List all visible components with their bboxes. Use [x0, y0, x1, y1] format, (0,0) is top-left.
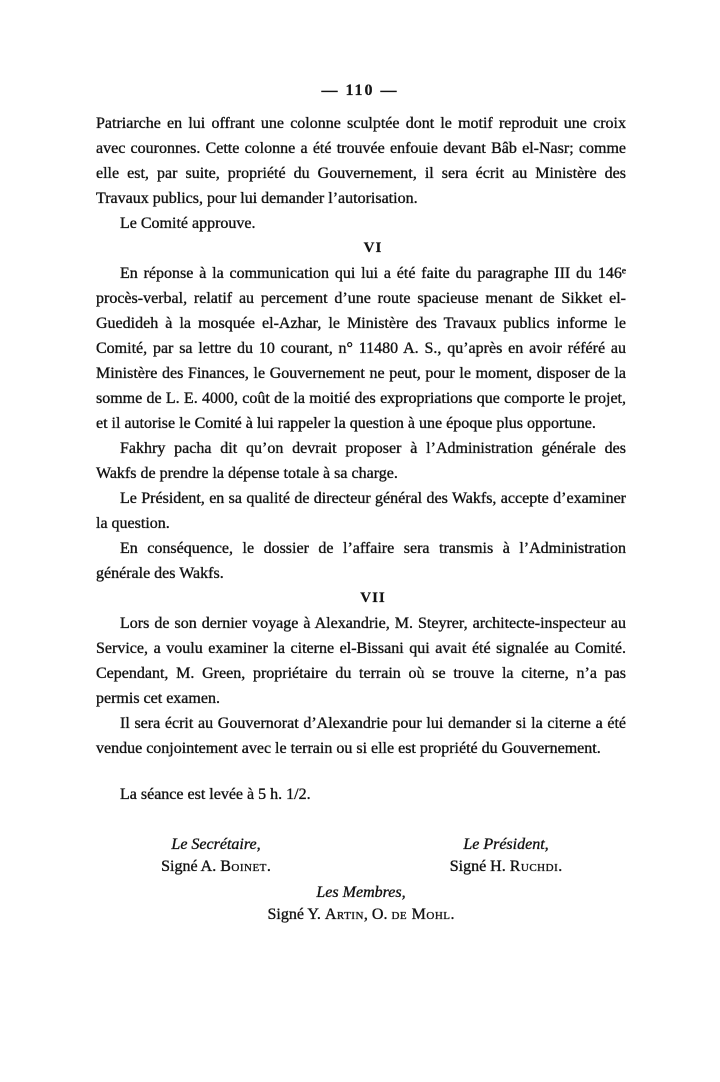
signature-president-prefix: Signé H.: [449, 858, 510, 875]
paragraph-vii-1: Lors de son dernier voyage à Alexandrie, M. Steyrer, architecte-inspecteur au Service, a voulu examiner la citerne el-Bissani qui avait été signalée au Comité. Cependant, M. Green, propriétaire du terrain où se trouve la citerne, n’a pas permis cet examen.: [96, 615, 626, 707]
paragraph-approval: Le Comité approuve.: [120, 215, 256, 232]
signature-secretary-role: Le Secrétaire,: [171, 836, 261, 853]
paragraph-vi-4: En conséquence, le dossier de l’affaire sera transmis à l’Administration générale des Wakfs.: [96, 540, 626, 582]
signature-members-surname-2: de Mohl: [391, 906, 451, 923]
signature-members: [96, 882, 626, 926]
signature-members-prefix: Signé Y.: [267, 906, 325, 923]
section-heading-vii: VII: [360, 590, 386, 606]
signature-secretary-surname: Boinet: [220, 858, 267, 875]
signature-secretary-name: [96, 856, 336, 878]
signature-president-suffix: .: [558, 858, 563, 875]
page-number: — 110 —: [321, 82, 399, 99]
section-heading-vi: VI: [363, 240, 383, 256]
paragraph-vi-3: Le Président, en sa qualité de directeur général des Wakfs, accepte d’examiner la question.: [96, 490, 626, 532]
signature-members-names: [96, 904, 626, 926]
signature-president-surname: Ruchdi: [509, 858, 559, 875]
signature-block: [96, 834, 626, 926]
signature-row: [96, 834, 626, 878]
signature-members-surname-1: Artin: [324, 906, 364, 923]
signature-president-name: [386, 856, 626, 878]
paragraph-continuation: Patriarche en lui offrant une colonne sculptée dont le motif reproduit une croix avec couronnes. Cette colonne a été trouvée enfouie devant Bâb el-Nasr; comme elle est, par suite, propriété du Gouvernement, il sera écrit au Ministère des Travaux publics, pour lui demander l’autorisation.: [96, 115, 626, 207]
signature-members-mid: , O.: [363, 906, 392, 923]
signature-secretary: [96, 834, 336, 878]
signature-president-role: Le Président,: [463, 836, 549, 853]
document-body: [96, 111, 626, 926]
signature-members-role: Les Membres,: [316, 884, 406, 901]
signature-secretary-prefix: Signé A.: [161, 858, 221, 875]
paragraph-vi-2: Fakhry pacha dit qu’on devrait proposer à l’Administration générale des Wakfs de prendre la dépense totale à sa charge.: [96, 440, 626, 482]
paragraph-vi-1: En réponse à la communication qui lui a été faite du paragraphe III du 146ᵉ procès-verbal, relatif au percement d’une route spacieuse menant de Sikket el-Guedideh à la mosquée el-Azhar, le Ministère des Travaux publics informe le Comité, par sa lettre du 10 courant, n° 11480 A. S., qu’après en avoir référé au Ministère des Finances, le Gouvernement ne peut, pour le moment, disposer de la somme de L. E. 4000, coût de la moitié des expropriations que comporte le projet, et il autorise le Comité à lui rappeler la question à une époque plus opportune.: [96, 265, 626, 432]
paragraph-vii-2: Il sera écrit au Gouvernorat d’Alexandrie pour lui demander si la citerne a été vendue conjointement avec le terrain ou si elle est propriété du Gouvernement.: [96, 715, 626, 757]
signature-members-suffix: .: [450, 906, 455, 923]
paragraph-closing: La séance est levée à 5 h. 1/2.: [120, 786, 311, 803]
signature-president: [386, 834, 626, 878]
signature-secretary-suffix: .: [266, 858, 271, 875]
